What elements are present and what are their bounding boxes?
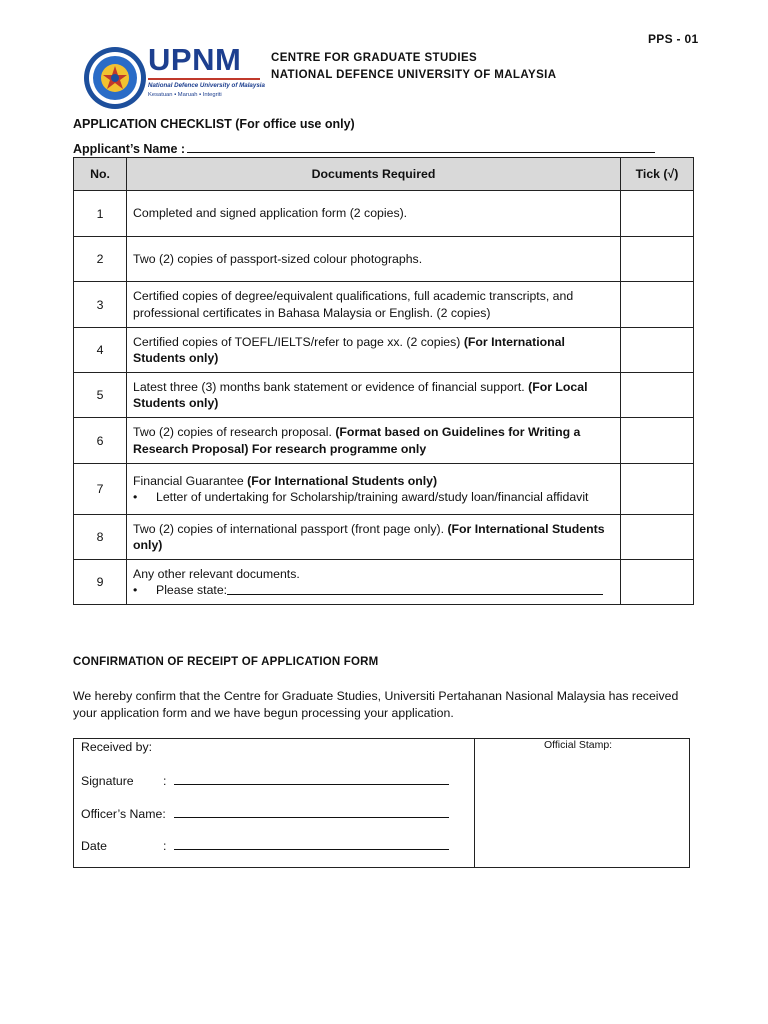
row-text: Completed and signed application form (2 copies). [133,206,408,221]
confirmation-title: CONFIRMATION OF RECEIPT OF APPLICATION FORM [73,656,379,668]
row-note: (Format based on Guidelines for Writing a Research Proposal) For research programme only [133,425,581,456]
applicant-name-label: Applicant’s Name : [73,142,186,156]
table-row [74,191,694,237]
table-row [74,237,694,282]
table-row [74,464,694,515]
date-field[interactable] [174,837,449,850]
signature-label: Signature [81,774,134,788]
confirmation-text: We hereby confirm that the Centre for Graduate Studies, Universiti Pertahanan Nasional Malaysia has received your application form and we have begun processing your application. [73,689,679,720]
checklist-title: APPLICATION CHECKLIST (For office use only) [73,117,355,131]
header-line-2: NATIONAL DEFENCE UNIVERSITY OF MALAYSIA [271,69,557,81]
row-text: Certified copies of TOEFL/IELTS/refer to page xx. (2 copies) [133,334,461,349]
row-text: Latest three (3) months bank statement or evidence of financial support. [133,379,525,394]
row-document [127,373,621,418]
table-row [74,418,694,464]
table-row [74,560,694,605]
row-text: Any other relevant documents. [133,566,300,581]
row-document [127,560,621,605]
row-document [127,282,621,328]
tick-cell[interactable] [621,560,694,605]
table-header-row [74,158,694,191]
tick-cell[interactable] [621,464,694,515]
row-number: 7 [74,464,127,515]
row-note: (For International Students only) [133,521,605,552]
date-colon: : [163,839,167,853]
tick-cell[interactable] [621,191,694,237]
row-bullet [133,582,614,599]
tick-cell[interactable] [621,373,694,418]
tick-cell[interactable] [621,418,694,464]
university-logo [82,42,265,114]
column-header-tick: Tick (√) [621,158,694,191]
row-text: Two (2) copies of passport-sized colour photographs. [133,251,423,266]
receipt-details [74,739,475,867]
row-text: Certified copies of degree/equivalent qualifications, full academic transcripts, and professional certificates in Bahasa Malaysia or English. (2 copies) [133,289,574,320]
header-line-1: CENTRE FOR GRADUATE STUDIES [271,52,478,64]
bullet-text: Letter of undertaking for Scholarship/training award/study loan/financial affidavit [156,490,589,504]
row-text: Financial Guarantee [133,473,244,488]
officer-name-label: Officer’s Name: [81,807,166,821]
row-document [127,328,621,373]
header [271,50,556,84]
row-number: 2 [74,237,127,282]
row-note: (For International Students only) [133,334,565,365]
logo-motto: Kesatuan ▪ Maruah ▪ Integriti [148,92,222,98]
logo-wordmark: UPNM [148,42,242,77]
logo-red-bar [148,78,260,80]
column-header-documents: Documents Required [127,158,621,191]
bullet-text: Please state: [156,583,228,597]
tick-cell[interactable] [621,237,694,282]
table-row [74,282,694,328]
row-number: 5 [74,373,127,418]
tick-cell[interactable] [621,328,694,373]
row-document [127,515,621,560]
tick-cell[interactable] [621,515,694,560]
row-number: 6 [74,418,127,464]
row-number: 8 [74,515,127,560]
form-code: PPS - 01 [648,32,699,46]
row-note: (For Local Students only) [133,379,588,410]
applicant-name-field[interactable] [187,140,655,153]
row-number: 3 [74,282,127,328]
row-note: (For International Students only) [247,473,438,488]
row-number: 9 [74,560,127,605]
received-by-label: Received by: [81,740,153,754]
please-state-field[interactable] [227,582,603,595]
logo-tagline: National Defence University of Malaysia [148,82,265,89]
row-number: 1 [74,191,127,237]
signature-row [81,772,449,788]
receipt-box [73,738,690,868]
row-document [127,418,621,464]
signature-colon: : [163,774,167,788]
column-header-no: No. [74,158,127,191]
row-document [127,237,621,282]
bullet-icon: • [133,490,138,504]
row-number: 4 [74,328,127,373]
applicant-name-row [73,140,655,156]
row-bullet [133,489,614,506]
checklist-table [73,157,694,605]
row-document [127,191,621,237]
row-document [127,464,621,515]
tick-cell[interactable] [621,282,694,328]
officer-name-field[interactable] [174,805,449,818]
signature-field[interactable] [174,772,449,785]
table-row [74,515,694,560]
date-label: Date [81,839,107,853]
row-text: Two (2) copies of international passport (front page only). [133,521,445,536]
table-row [74,328,694,373]
officer-name-row [81,805,449,821]
date-row [81,837,449,853]
official-stamp-label: Official Stamp: [544,739,613,751]
table-row [74,373,694,418]
row-text: Two (2) copies of research proposal. [133,425,332,439]
bullet-icon: • [133,583,138,597]
